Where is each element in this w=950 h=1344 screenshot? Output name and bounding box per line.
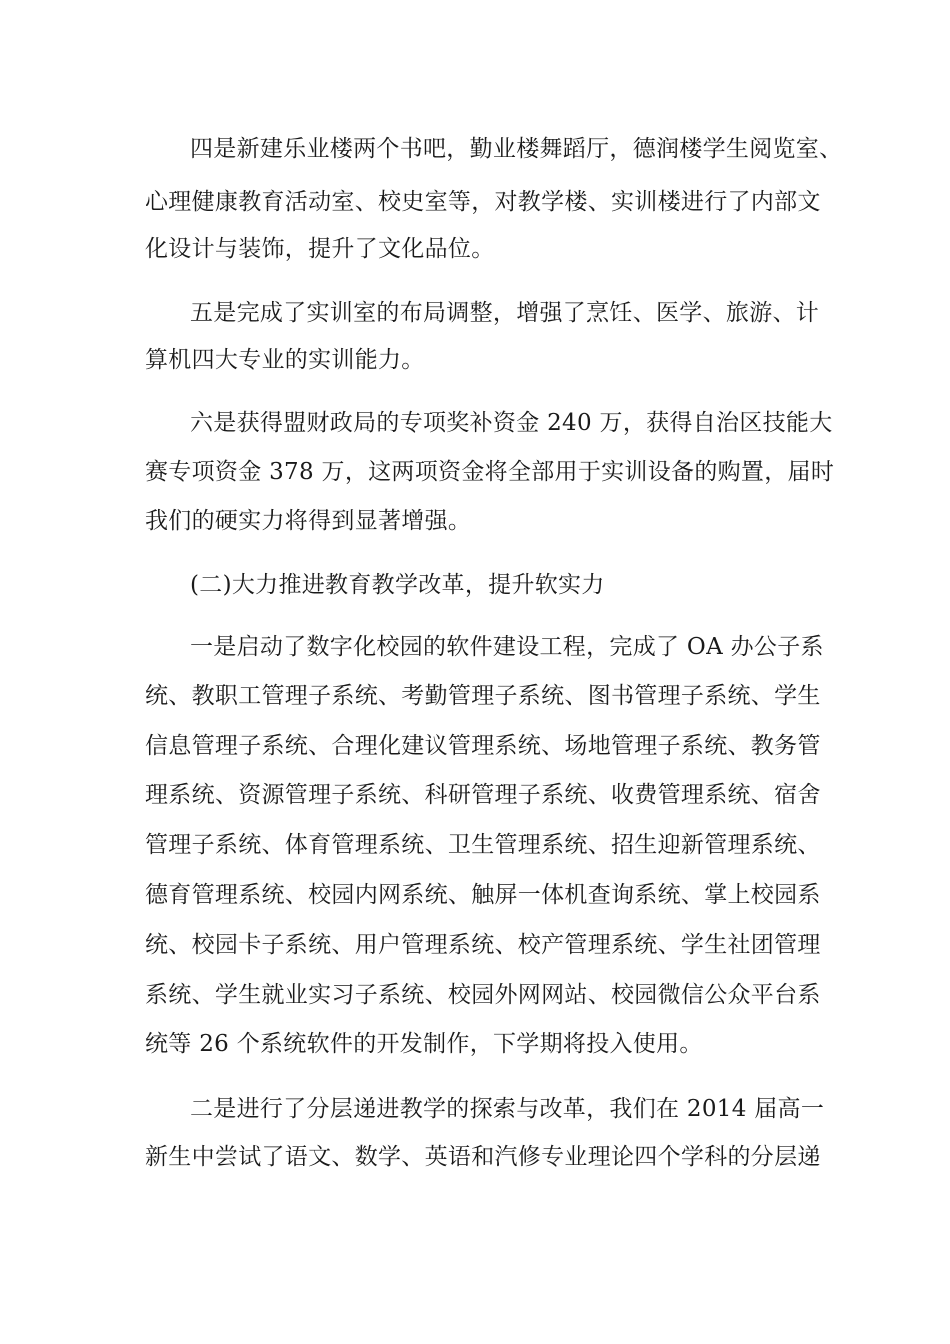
paragraph-4-line-2: 心理健康教育活动室、校史室等，对教学楼、实训楼进行了内部文 [145, 189, 821, 215]
paragraph-7-line-1: 一是启动了数字化校园的软件建设工程，完成了 OA 办公子系 [190, 634, 824, 660]
paragraph-6-line-2: 赛专项资金 378 万，这两项资金将全部用于实训设备的购置，届时 [145, 459, 835, 485]
paragraph-6-line-3: 我们的硬实力将得到显著增强。 [145, 508, 472, 534]
paragraph-8-line-1: 二是进行了分层递进教学的探索与改革，我们在 2014 届高一 [190, 1096, 825, 1122]
paragraph-5-line-1: 五是完成了实训室的布局调整，增强了烹饪、医学、旅游、计 [190, 300, 820, 326]
paragraph-7-line-7: 统、校园卡子系统、用户管理系统、校产管理系统、学生社团管理 [145, 932, 821, 958]
paragraph-7-line-2: 统、教职工管理子系统、考勤管理子系统、图书管理子系统、学生 [145, 683, 821, 709]
paragraph-6-line-1: 六是获得盟财政局的专项奖补资金 240 万，获得自治区技能大 [190, 410, 833, 436]
paragraph-4-line-3: 化设计与装饰，提升了文化品位。 [145, 236, 495, 262]
paragraph-8-line-2: 新生中尝试了语文、数学、英语和汽修专业理论四个学科的分层递 [145, 1144, 821, 1170]
section-heading: (二)大力推进教育教学改革，提升软实力 [190, 572, 605, 598]
paragraph-7-line-9: 统等 26 个系统软件的开发制作，下学期将投入使用。 [145, 1031, 703, 1057]
paragraph-7-line-3: 信息管理子系统、合理化建议管理系统、场地管理子系统、教务管 [145, 733, 821, 759]
paragraph-4-line-1: 四是新建乐业楼两个书吧，勤业楼舞蹈厅，德润楼学生阅览室、 [190, 136, 843, 162]
paragraph-5-line-2: 算机四大专业的实训能力。 [145, 347, 425, 373]
paragraph-7-line-5: 管理子系统、体育管理系统、卫生管理系统、招生迎新管理系统、 [145, 832, 821, 858]
paragraph-7-line-4: 理系统、资源管理子系统、科研管理子系统、收费管理系统、宿舍 [145, 782, 821, 808]
paragraph-7-line-8: 系统、学生就业实习子系统、校园外网网站、校园微信公众平台系 [145, 982, 821, 1008]
paragraph-7-line-6: 德育管理系统、校园内网系统、触屏一体机查询系统、掌上校园系 [145, 882, 821, 908]
